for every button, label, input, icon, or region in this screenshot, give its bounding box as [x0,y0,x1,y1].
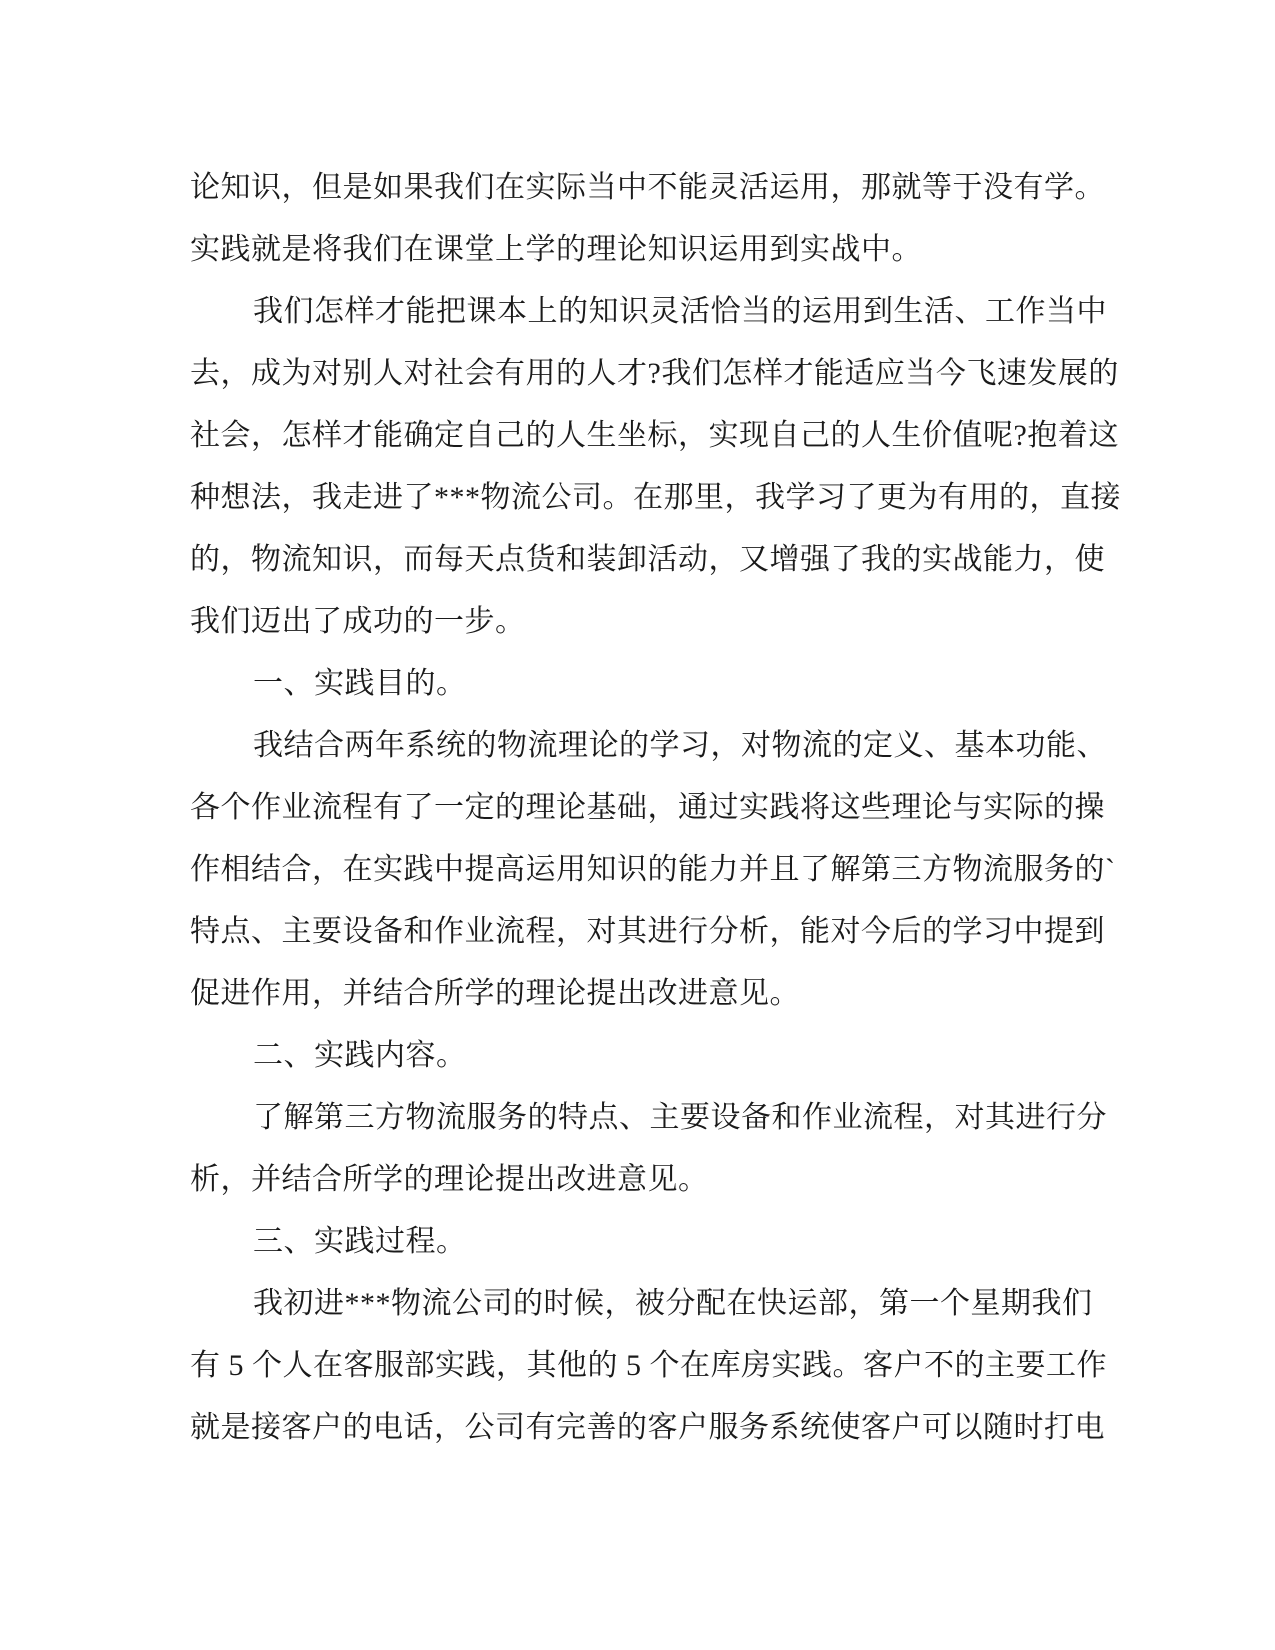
text-line: 就是接客户的电话，公司有完善的客户服务系统使客户可以随时打电 [190,1411,1105,1444]
text-line: 二、实践内容。 [253,1039,467,1072]
text-line: 一、实践目的。 [253,667,467,700]
text-line: 有 5 个人在客服部实践，其他的 5 个在库房实践。客户不的主要工作 [190,1349,1107,1382]
text-line: 了解第三方物流服务的特点、主要设备和作业流程，对其进行分 [253,1101,1107,1134]
text-line: 我结合两年系统的物流理论的学习，对物流的定义、基本功能、 [253,729,1107,762]
text-line: 三、实践过程。 [253,1225,467,1258]
text-line: 促进作用，并结合所学的理论提出改进意见。 [190,977,800,1010]
text-line: 我们迈出了成功的一步。 [190,605,526,638]
text-line: 实践就是将我们在课堂上学的理论知识运用到实战中。 [190,233,922,266]
document-body [190,157,1120,1459]
text-line: 我初进***物流公司的时候，被分配在快运部，第一个星期我们 [253,1287,1093,1320]
text-line: 社会，怎样才能确定自己的人生坐标，实现自己的人生价值呢?抱着这 [190,419,1119,452]
text-line: 我们怎样才能把课本上的知识灵活恰当的运用到生活、工作当中 [253,295,1107,328]
text-line: 去，成为对别人对社会有用的人才?我们怎样才能适应当今飞速发展的 [190,357,1119,390]
text-line: 的，物流知识，而每天点货和装卸活动，又增强了我的实战能力，使 [190,543,1105,576]
text-line: 析，并结合所学的理论提出改进意见。 [190,1163,709,1196]
text-line: 种想法，我走进了***物流公司。在那里，我学习了更为有用的，直接 [190,481,1121,514]
text-line: 特点、主要设备和作业流程，对其进行分析，能对今后的学习中提到 [190,915,1105,948]
text-line: 作相结合，在实践中提高运用知识的能力并且了解第三方物流服务的` [190,853,1116,886]
text-line: 各个作业流程有了一定的理论基础，通过实践将这些理论与实际的操 [190,791,1105,824]
text-line: 论知识，但是如果我们在实际当中不能灵活运用，那就等于没有学。 [190,171,1105,204]
